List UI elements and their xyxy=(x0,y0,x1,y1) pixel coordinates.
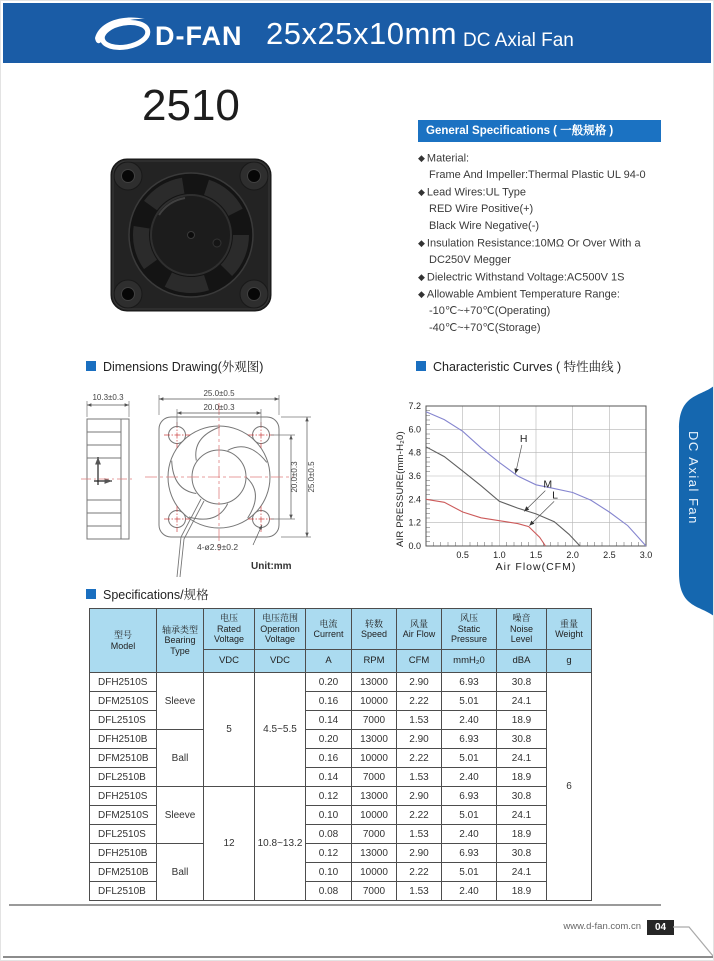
spec-item xyxy=(418,269,713,286)
cell-airflow: 2.90 xyxy=(397,787,442,806)
cell-pressure: 5.01 xyxy=(442,692,497,711)
cell-current: 0.10 xyxy=(306,806,352,825)
footer-bottom-rule xyxy=(3,956,713,958)
blue-square-icon xyxy=(86,589,96,599)
website-url: www.d-fan.com.cn xyxy=(563,921,641,932)
cell-bearing: Sleeve xyxy=(157,787,204,844)
blue-square-icon xyxy=(416,361,426,371)
general-specifications-panel xyxy=(418,120,661,337)
cell-noise: 18.9 xyxy=(497,711,547,730)
cell-model: DFH2510S xyxy=(90,787,157,806)
footer-corner-line xyxy=(673,917,714,959)
cell-current: 0.20 xyxy=(306,730,352,749)
cell-model: DFM2510B xyxy=(90,863,157,882)
x-tick-label: 2.0 xyxy=(566,550,579,560)
cell-speed: 13000 xyxy=(352,730,397,749)
cell-current: 0.16 xyxy=(306,749,352,768)
brand-name: D-FAN xyxy=(155,21,243,51)
cell-model: DFL2510B xyxy=(90,882,157,901)
cell-airflow: 2.22 xyxy=(397,692,442,711)
cell-weight: 6 xyxy=(547,673,592,901)
spec-text: Insulation Resistance:10MΩ Or Over With a xyxy=(426,237,641,250)
spec-text: Lead Wires:UL Type xyxy=(426,186,526,199)
cell-model: DFL2510S xyxy=(90,711,157,730)
model-number: 2510 xyxy=(142,81,240,130)
cell-pressure: 5.01 xyxy=(442,806,497,825)
spec-table-section-title xyxy=(86,585,209,603)
cell-current: 0.10 xyxy=(306,863,352,882)
diamond-bullet-icon: ◆ xyxy=(418,289,425,299)
spec-item xyxy=(418,286,713,303)
cell-pressure: 6.93 xyxy=(442,787,497,806)
cell-speed: 7000 xyxy=(352,768,397,787)
cell-model: DFL2510S xyxy=(90,825,157,844)
general-specifications-list xyxy=(418,150,713,337)
unit-a: A xyxy=(306,650,352,673)
dimensions-section-title xyxy=(86,357,263,375)
page-subtitle: DC Axial Fan xyxy=(463,30,574,51)
x-tick-label: 1.5 xyxy=(529,550,543,560)
cell-noise: 24.1 xyxy=(497,692,547,711)
curves-section-title xyxy=(416,357,621,375)
cell-noise: 18.9 xyxy=(497,825,547,844)
table-row xyxy=(90,730,592,749)
spec-text: DC250V Megger xyxy=(429,254,511,266)
cell-speed: 10000 xyxy=(352,692,397,711)
spec-text: Dielectric Withstand Voltage:AC500V 1S xyxy=(426,271,625,284)
col-header-operation-voltage: 电压范围 Operation Voltage xyxy=(255,609,306,650)
unit-label: Unit:mm xyxy=(251,561,292,572)
col-header-airflow: 风量 Air Flow xyxy=(397,609,442,650)
cell-current: 0.14 xyxy=(306,768,352,787)
col-header-weight: 重量 Weight xyxy=(547,609,592,650)
chart-y-axis-label: AIR PRESSURE(mm-H₂0) xyxy=(395,431,406,547)
spec-item xyxy=(418,201,713,218)
cell-current: 0.16 xyxy=(306,692,352,711)
y-tick-label: 3.6 xyxy=(408,471,421,481)
cell-speed: 7000 xyxy=(352,825,397,844)
col-header-bearing: 轴承类型 Bearing Type xyxy=(157,609,204,673)
cell-current: 0.20 xyxy=(306,673,352,692)
cell-speed: 13000 xyxy=(352,844,397,863)
cell-pressure: 5.01 xyxy=(442,749,497,768)
cell-model: DFH2510B xyxy=(90,844,157,863)
unit-g: g xyxy=(547,650,592,673)
cell-airflow: 2.90 xyxy=(397,844,442,863)
spec-text: Allowable Ambient Temperature Range: xyxy=(426,288,620,301)
cell-noise: 30.8 xyxy=(497,730,547,749)
width-dimensions xyxy=(159,389,279,427)
spec-item xyxy=(418,218,713,235)
cell-airflow: 2.90 xyxy=(397,730,442,749)
dimensions-drawing xyxy=(81,387,401,587)
hole-callout xyxy=(197,525,262,552)
spec-item xyxy=(418,252,713,269)
curve-label-arrow xyxy=(524,491,545,512)
curve-label-L: L xyxy=(552,489,558,502)
hole-pitch-side-label: 20.0±0.3 xyxy=(290,461,299,493)
cell-speed: 7000 xyxy=(352,882,397,901)
page-number-badge: 04 xyxy=(647,920,674,935)
cell-pressure: 5.01 xyxy=(442,863,497,882)
col-header-rated-voltage: 电压 Rated Voltage xyxy=(204,609,255,650)
cell-pressure: 2.40 xyxy=(442,711,497,730)
general-specifications-title: General Specifications ( 一般规格 ) xyxy=(418,120,661,142)
unit-vdc: VDC xyxy=(204,650,255,673)
cell-operation-voltage: 10.8~13.2 xyxy=(255,787,306,901)
x-tick-label: 2.5 xyxy=(603,550,616,560)
unit-dba: dBA xyxy=(497,650,547,673)
diamond-bullet-icon: ◆ xyxy=(418,153,425,163)
cell-model: DFL2510B xyxy=(90,768,157,787)
table-header-row xyxy=(90,609,592,650)
cell-current: 0.08 xyxy=(306,825,352,844)
cell-noise: 18.9 xyxy=(497,768,547,787)
thickness-dimension xyxy=(87,393,129,417)
frame-height-label: 25.0±0.5 xyxy=(307,461,316,493)
y-tick-label: 2.4 xyxy=(408,494,421,505)
fan-swoosh-icon xyxy=(95,18,150,51)
spec-item xyxy=(418,167,713,184)
cell-noise: 24.1 xyxy=(497,806,547,825)
spec-text: Frame And Impeller:Thermal Plastic UL 94-0 xyxy=(429,169,646,181)
cell-rated-voltage: 5 xyxy=(204,673,255,787)
cell-airflow: 2.90 xyxy=(397,673,442,692)
spec-text: Material: xyxy=(426,152,470,165)
table-row xyxy=(90,673,592,692)
x-tick-label: 1.0 xyxy=(493,550,506,560)
cell-noise: 24.1 xyxy=(497,863,547,882)
spec-text: -10℃~+70℃(Operating) xyxy=(429,305,551,317)
table-row xyxy=(90,787,592,806)
table-row xyxy=(90,844,592,863)
cell-airflow: 1.53 xyxy=(397,711,442,730)
cell-speed: 13000 xyxy=(352,673,397,692)
col-header-speed: 转数 Speed xyxy=(352,609,397,650)
y-tick-label: 7.2 xyxy=(408,401,421,411)
cell-pressure: 2.40 xyxy=(442,825,497,844)
cell-noise: 24.1 xyxy=(497,749,547,768)
y-tick-label: 0.0 xyxy=(408,541,421,551)
cell-pressure: 6.93 xyxy=(442,730,497,749)
unit-vdc: VDC xyxy=(255,650,306,673)
curves-title-text: Characteristic Curves ( 特性曲线 ) xyxy=(433,360,622,374)
cell-operation-voltage: 4.5~5.5 xyxy=(255,673,306,787)
diamond-bullet-icon: ◆ xyxy=(418,187,425,197)
cell-pressure: 2.40 xyxy=(442,882,497,901)
cell-current: 0.08 xyxy=(306,882,352,901)
frame-width-label: 25.0±0.5 xyxy=(203,389,235,398)
diamond-bullet-icon: ◆ xyxy=(418,272,425,282)
cell-noise: 30.8 xyxy=(497,787,547,806)
cell-airflow: 1.53 xyxy=(397,882,442,901)
cell-model: DFH2510S xyxy=(90,673,157,692)
cell-model: DFH2510B xyxy=(90,730,157,749)
unit-rpm: RPM xyxy=(352,650,397,673)
cell-bearing: Ball xyxy=(157,844,204,901)
blue-square-icon xyxy=(86,361,96,371)
cell-airflow: 2.22 xyxy=(397,863,442,882)
cell-speed: 10000 xyxy=(352,749,397,768)
dimensions-title-text: Dimensions Drawing(外观图) xyxy=(103,360,264,374)
col-header-current: 电流 Current xyxy=(306,609,352,650)
spec-item xyxy=(418,184,713,201)
curve-label-H: H xyxy=(519,432,528,445)
spec-item xyxy=(418,235,713,252)
diamond-bullet-icon: ◆ xyxy=(418,238,425,248)
cell-current: 0.12 xyxy=(306,844,352,863)
x-tick-label: 0.5 xyxy=(456,550,469,560)
x-tick-label: 3.0 xyxy=(639,550,653,560)
cell-noise: 30.8 xyxy=(497,844,547,863)
cell-pressure: 6.93 xyxy=(442,844,497,863)
side-tab-label: DC Axial Fan xyxy=(686,431,701,525)
cell-pressure: 2.40 xyxy=(442,768,497,787)
cell-bearing: Sleeve xyxy=(157,673,204,730)
spec-text: -40℃~+70℃(Storage) xyxy=(429,322,541,334)
y-tick-label: 4.8 xyxy=(408,447,421,458)
cell-noise: 30.8 xyxy=(497,673,547,692)
cell-model: DFM2510S xyxy=(90,692,157,711)
fan-product-image xyxy=(101,151,281,319)
spec-text: RED Wire Positive(+) xyxy=(429,203,534,215)
page-title: 25x25x10mm xyxy=(266,16,458,51)
cell-speed: 7000 xyxy=(352,711,397,730)
spec-item xyxy=(418,150,713,167)
cell-model: DFM2510S xyxy=(90,806,157,825)
y-tick-label: 1.2 xyxy=(408,517,421,528)
cell-airflow: 2.22 xyxy=(397,749,442,768)
col-header-model: 型号 Model xyxy=(90,609,157,673)
spec-table-title-text: Specifications/规格 xyxy=(103,588,209,602)
footer-top-rule xyxy=(9,904,661,906)
chart-x-axis-label: Air Flow(CFM) xyxy=(495,561,577,573)
thickness-label: 10.3±0.3 xyxy=(92,393,124,402)
cell-current: 0.12 xyxy=(306,787,352,806)
unit-mmh2o: mmH₂0 xyxy=(442,650,497,673)
cell-rated-voltage: 12 xyxy=(204,787,255,901)
curve-label-arrow xyxy=(515,445,521,474)
cell-speed: 13000 xyxy=(352,787,397,806)
cell-speed: 10000 xyxy=(352,863,397,882)
cell-current: 0.14 xyxy=(306,711,352,730)
specifications-table xyxy=(89,608,592,901)
cell-pressure: 6.93 xyxy=(442,673,497,692)
spec-text: Black Wire Negative(-) xyxy=(429,220,540,232)
cell-bearing: Ball xyxy=(157,730,204,787)
hole-pitch-top-label: 20.0±0.3 xyxy=(203,403,235,412)
col-header-noise: 噪音 Noise Level xyxy=(497,609,547,650)
curve-label-M: M xyxy=(543,478,553,491)
mounting-holes-label: 4-ø2.9±0.2 xyxy=(197,542,239,552)
cell-airflow: 2.22 xyxy=(397,806,442,825)
cell-airflow: 1.53 xyxy=(397,768,442,787)
characteristic-curves-chart xyxy=(401,393,701,583)
y-tick-label: 6.0 xyxy=(408,424,421,435)
header-bar xyxy=(3,3,711,63)
spec-item xyxy=(418,303,713,320)
unit-cfm: CFM xyxy=(397,650,442,673)
center-crosshair xyxy=(145,403,293,551)
cell-model: DFM2510B xyxy=(90,749,157,768)
cell-speed: 10000 xyxy=(352,806,397,825)
cell-airflow: 1.53 xyxy=(397,825,442,844)
col-header-pressure: 风压 Static Pressure xyxy=(442,609,497,650)
spec-item xyxy=(418,320,713,337)
cell-noise: 18.9 xyxy=(497,882,547,901)
